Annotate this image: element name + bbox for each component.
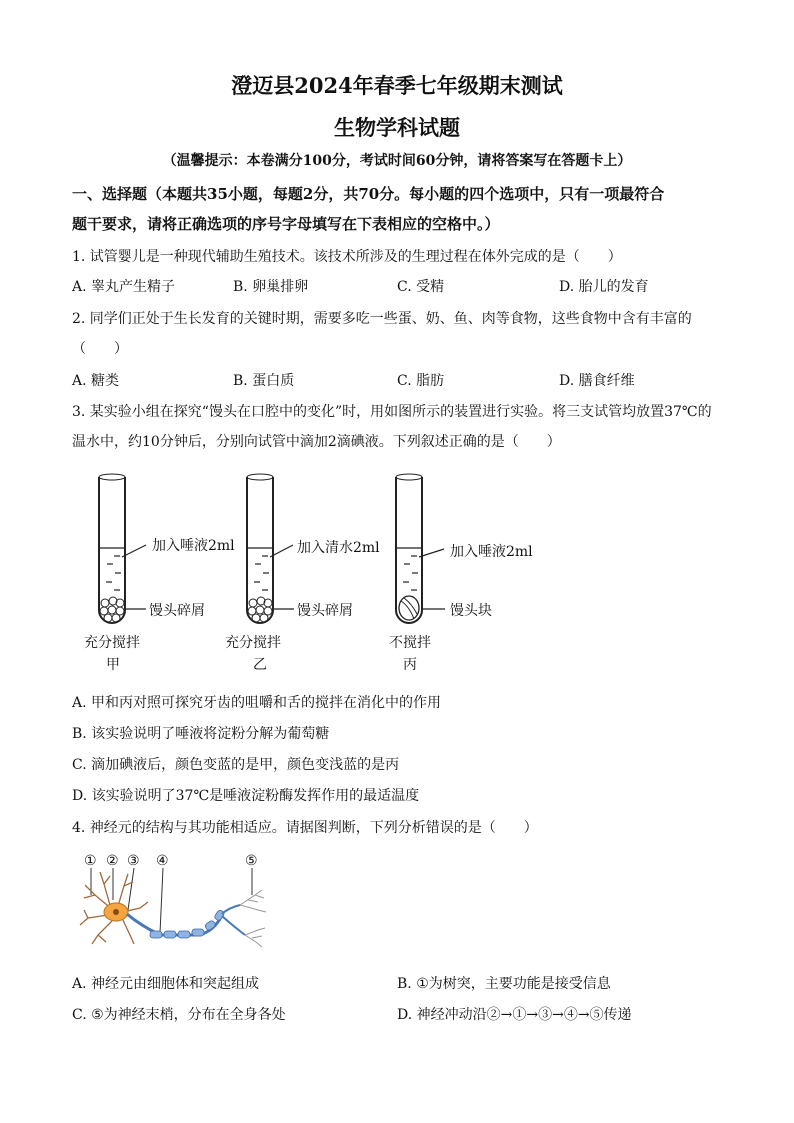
question-3-option-b: B. 该实验说明了唾液将淀粉分解为葡萄糖 — [72, 726, 330, 742]
section-heading: 一、选择题（本题共35小题，每题2分，共70分。每小题的四个选项中，只有一项最符合 — [72, 185, 665, 203]
exam-notice: （温馨提示：本卷满分100分，考试时间60分钟，请将答案写在答题卡上） — [162, 153, 632, 169]
tube-bing-name: 丙 — [403, 657, 417, 673]
question-4-option-d: D. 神经冲动沿②→①→③→④→⑤传递 — [397, 1007, 632, 1023]
tube-jia-name: 甲 — [106, 657, 120, 673]
exam-subtitle: 生物学科试题 — [334, 115, 460, 140]
question-4-option-c: C. ⑤为神经末梢，分布在全身各处 — [72, 1007, 286, 1023]
question-1-option-a: A. 睾丸产生精子 — [72, 279, 176, 295]
tube-jia-stir-label: 充分搅拌 — [84, 635, 140, 651]
tube-jia-liquid-label: 加入唾液2ml — [152, 538, 235, 554]
tube-bing-content-label: 馒头块 — [450, 603, 492, 619]
tube-yi-content-label: 馒头碎屑 — [297, 603, 353, 619]
tube-yi-name: 乙 — [253, 657, 267, 673]
question-3-option-a: A. 甲和丙对照可探究牙齿的咀嚼和舌的搅拌在消化中的作用 — [72, 695, 442, 711]
tube-jia-content-label: 馒头碎屑 — [149, 603, 205, 619]
question-2-option-a: A. 糖类 — [72, 373, 120, 389]
question-2-option-d: D. 膳食纤维 — [559, 373, 635, 389]
question-2-option-b: B. 蛋白质 — [233, 373, 295, 389]
question-3-option-c: C. 滴加碘液后，颜色变蓝的是甲，颜色变浅蓝的是丙 — [72, 757, 400, 773]
section-heading-cont: 题干要求，请将正确选项的序号字母填写在下表相应的空格中。） — [72, 215, 500, 233]
tube-yi-stir-label: 充分搅拌 — [225, 635, 281, 651]
question-1-option-c: C. 受精 — [397, 279, 445, 295]
question-1-stem: 1. 试管婴儿是一种现代辅助生殖技术。该技术所涉及的生理过程在体外完成的是（ ） — [72, 249, 622, 265]
question-3-option-d: D. 该实验说明了37℃是唾液淀粉酶发挥作用的最适温度 — [72, 788, 420, 804]
question-2-stem-cont: （ ） — [72, 341, 128, 357]
neuron-label-4: ④ — [156, 853, 169, 869]
question-3-stem-cont: 温水中，约10分钟后，分别向试管中滴加2滴碘液。下列叙述正确的是（ ） — [72, 434, 561, 450]
question-3-stem: 3. 某实验小组在探究“馒头在口腔中的变化”时，用如图所示的装置进行实验。将三支试管均放置37℃的 — [72, 404, 712, 420]
tube-yi-liquid-label: 加入清水2ml — [297, 540, 380, 556]
neuron-label-3: ③ — [127, 853, 140, 869]
question-4-option-b: B. ①为树突，主要功能是接受信息 — [397, 976, 611, 992]
neuron-label-2: ② — [106, 853, 119, 869]
question-1-option-b: B. 卵巢排卵 — [233, 279, 309, 295]
question-1-option-d: D. 胎儿的发育 — [559, 279, 649, 295]
question-2-option-c: C. 脂肪 — [397, 373, 445, 389]
neuron-label-1: ① — [84, 853, 97, 869]
tube-bing-stir-label: 不搅拌 — [389, 635, 431, 651]
question-4-option-a: A. 神经元由细胞体和突起组成 — [72, 976, 260, 992]
exam-title: 澄迈县2024年春季七年级期末测试 — [231, 73, 563, 98]
tube-bing-liquid-label: 加入唾液2ml — [450, 544, 533, 560]
question-4-stem: 4. 神经元的结构与其功能相适应。请据图判断，下列分析错误的是（ ） — [72, 820, 538, 836]
question-2-stem: 2. 同学们正处于生长发育的关键时期，需要多吃一些蛋、奶、鱼、肉等食物，这些食物中含有丰富的 — [72, 311, 692, 327]
neuron-label-5: ⑤ — [245, 853, 258, 869]
